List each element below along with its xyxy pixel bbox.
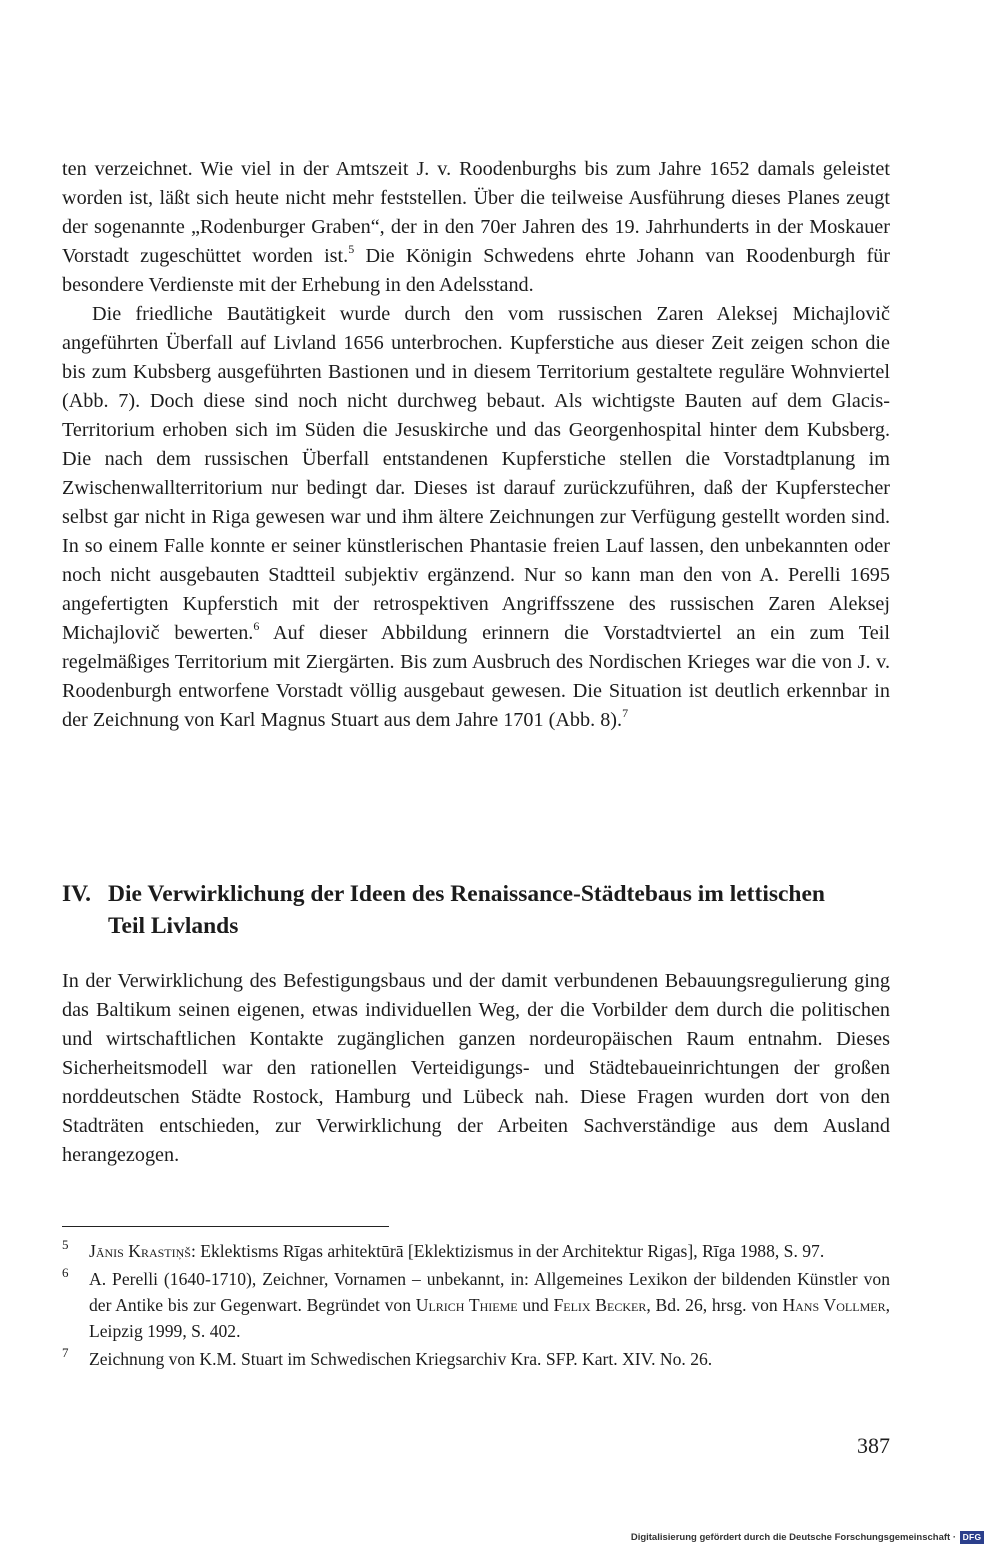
section-number: IV. xyxy=(62,881,91,907)
footnote: 7 Zeichnung von K.M. Stuart im Schwedischen Kriegsarchiv Kra. SFP. Kart. XIV. No. 26. xyxy=(62,1346,890,1372)
footnote-ref[interactable]: 5 xyxy=(348,242,355,256)
footnote-ref[interactable]: 6 xyxy=(253,619,260,633)
footnote-number: 5 xyxy=(62,1237,69,1252)
footnotes xyxy=(62,1238,890,1374)
footnote: 6 A. Perelli (1640-1710), Zeichner, Vornamen – unbekannt, in: Allgemeines Lexikon der bildenden Künstler von der Antike bis zur Gegenwart. Begründet von Ulrich Thieme und Felix Becker, Bd. 26, hrsg. von Hans Vollmer, Leipzig 1999, S. 402. xyxy=(62,1266,890,1344)
footnote-divider xyxy=(62,1226,389,1227)
paragraph: Die friedliche Bautätigkeit wurde durch den vom russischen Zaren Aleksej Michajlovič angeführten Überfall auf Livland 1656 unterbrochen. Kupferstiche aus dieser Zeit zeigen schon die bis zum Kubsberg ausgeführten Bastionen und in diesem Territorium gestaltete reguläre Wohnviertel (Abb. 7). Doch diese sind noch nicht durchweg bebaut. Als wichtigste Bauten auf dem Glacis-Territorium erhoben sich im Süden die Jesuskirche und das Georgenhospital hinter dem Kubsberg. Die nach dem russischen Überfall entstandenen Kupferstiche stellen die Vorstadtplanung im Zwischenwallterritorium nur bedingt dar. Dieses ist darauf zurückzuführen, daß der Kupferstecher selbst gar nicht in Riga gewesen war und ihm ältere Zeichnungen zur Verfügung gestellt worden sind. In so einem Falle konnte er seiner künstlerischen Phantasie freien Lauf lassen, den unbekannten oder noch nicht ausgebauten Stadtteil subjektiv ergänzend. Nur so kann man den von A. Perelli 1695 angefertigten Kupferstich mit der retrospektiven Angriffsszene des russischen Zaren Aleksej Michajlovič bewerten.$^6$ Auf dieser Abbildung erinnern die Vorstadtviertel an ein zum Teil regelmäßiges Territorium mit Ziergärten. Bis zum Ausbruch des Nordischen Krieges war die von J. v. Roodenburgh entworfene Vorstadt völlig ausgebaut gewesen. Die Situation ist deutlich erkennbar in der Zeichnung von Karl Magnus Stuart aus dem Jahre 1701 (Abb. 8).$^7$ xyxy=(62,303,890,731)
page-number: 387 xyxy=(857,1433,890,1458)
author-name: Jānis Krastiņš xyxy=(89,1241,191,1261)
body-text-lower xyxy=(62,967,890,1170)
funding-footer xyxy=(600,1531,984,1545)
author-name: Hans Vollmer xyxy=(782,1295,886,1315)
dfg-logo-icon: DFG xyxy=(960,1531,984,1544)
body-text-upper xyxy=(62,155,890,735)
funding-text: Digitalisierung gefördert durch die Deutsche Forschungsgemeinschaft · xyxy=(630,1532,956,1543)
author-name: Ulrich Thieme xyxy=(415,1295,518,1315)
footnote-number: 6 xyxy=(62,1265,69,1280)
author-name: Felix Becker xyxy=(553,1295,647,1315)
section-title-line2: Teil Livlands xyxy=(108,913,239,939)
paragraph: In der Verwirklichung des Befestigungsbaus und der damit verbundenen Bebauungsregulierung ging das Baltikum seinen eigenen, etwas individuellen Weg, der die Vorbilder dem durch die politischen und wirtschaftlichen Kontakte zugänglichen ganzen nordeuropäischen Raum entnahm. Dieses Sicherheitsmodell war den rationellen Verteidigungs- und Städtebaueinrichtungen der großen norddeutschen Städte Rostock, Hamburg und Lübeck nah. Diese Fragen wurden dort von den Stadträten entschieden, zur Verwirklichung der Arbeiten Sachverständige aus dem Ausland herangezogen. xyxy=(62,970,890,1166)
footnote-ref[interactable]: 7 xyxy=(622,706,629,720)
section-heading xyxy=(62,878,890,942)
footnote-number: 7 xyxy=(62,1345,69,1360)
section-title-line1: Die Verwirklichung der Ideen des Renaissance-Städtebaus im lettischen xyxy=(108,881,825,907)
paragraph: ten verzeichnet. Wie viel in der Amtszeit J. v. Roodenburghs bis zum Jahre 1652 damals geleistet worden ist, läßt sich heute nicht mehr feststellen. Über die teilweise Ausführung dieses Planes zeugt der sogenannte „Rodenburger Graben“, der in den 70er Jahren des 19. Jahrhunderts in der Moskauer Vorstadt zugeschüttet worden ist.$^5$ Die Königin Schwedens ehrte Johann van Roodenburgh für besondere Verdienste mit der Erhebung in den Adelsstand. xyxy=(62,158,891,296)
footnote: 5 Jānis Krastiņš: Eklektisms Rīgas arhitektūrā [Eklektizismus in der Architektur Rigas], Rīga 1988, S. 97. xyxy=(62,1238,890,1264)
